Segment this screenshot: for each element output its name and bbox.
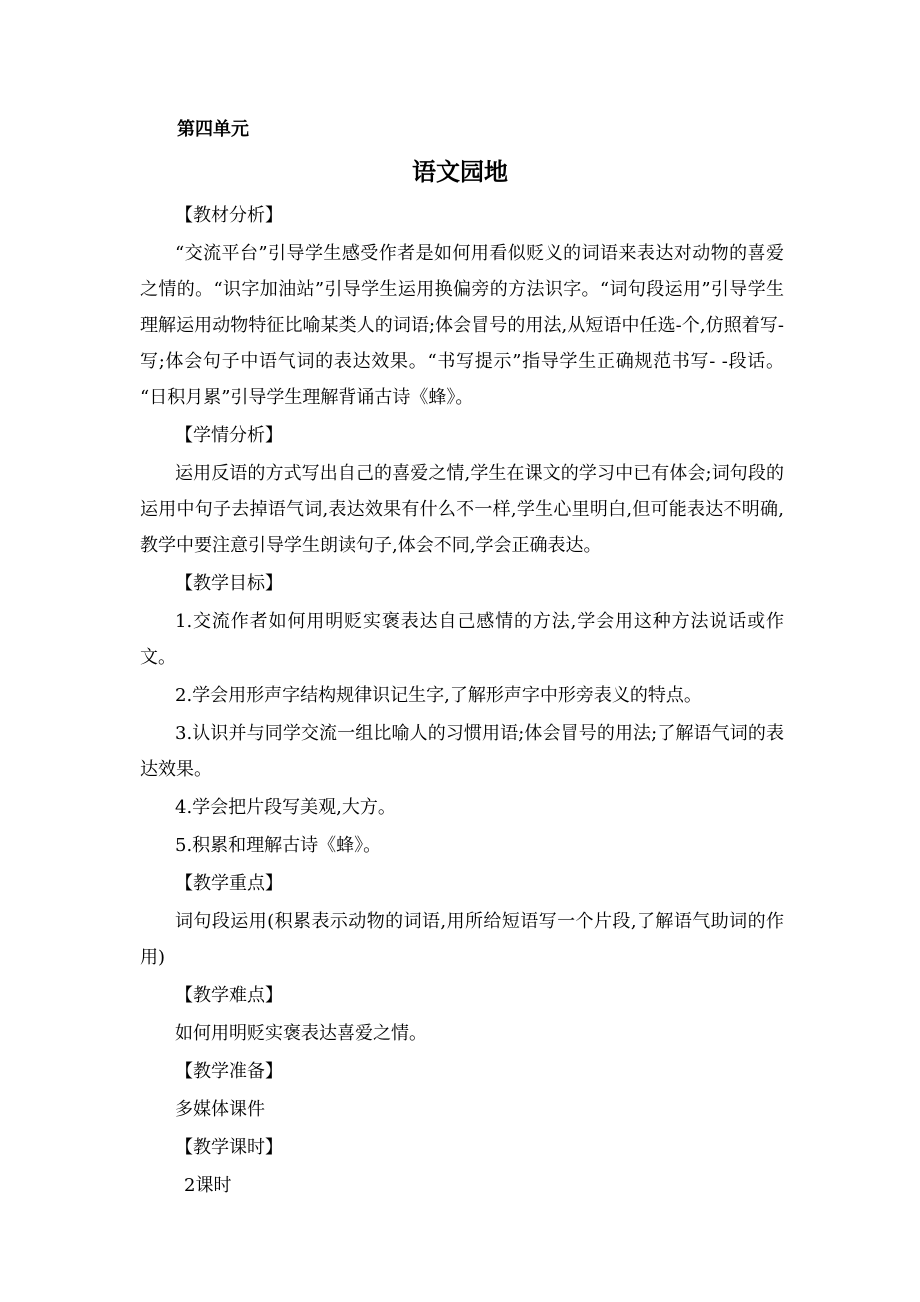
preparation-heading: 【教学准备】 — [175, 1061, 283, 1082]
difficult-points-heading: 【教学难点】 — [175, 985, 283, 1006]
teaching-goal-item: 3.认识并与同学交流一组比喻人的习惯用语;体会冒号的用法;了解语气词的表达效果。 — [140, 723, 784, 780]
student-analysis-paragraph: 运用反语的方式写出自己的喜爱之情,学生在课文的学习中已有体会;词句段的运用中句子去掉语气词,表达效果有什么不一样,学生心里明白,但可能表达不明确,教学中要注意引导学生朗读句子,体会不同,学会正确表达。 — [140, 463, 784, 556]
teaching-goal-item: 4.学会把片段写美观,大方。 — [175, 797, 396, 818]
difficult-points-paragraph: 如何用明贬实褒表达喜爱之情。 — [175, 1023, 427, 1044]
class-hours-heading: 【教学课时】 — [175, 1137, 283, 1158]
document-body — [140, 198, 784, 1206]
class-hours-paragraph: 2课时 — [184, 1175, 232, 1196]
preparation-paragraph: 多媒体课件 — [175, 1099, 265, 1120]
key-points-heading: 【教学重点】 — [175, 873, 283, 894]
student-analysis-heading: 【学情分析】 — [175, 425, 283, 446]
textbook-analysis-heading: 【教材分析】 — [175, 205, 283, 226]
teaching-goal-item: 1.交流作者如何用明贬实褒表达自己感情的方法,学会用这种方法说话或作文。 — [140, 611, 784, 668]
teaching-goal-item: 5.积累和理解古诗《蜂》。 — [175, 835, 382, 856]
textbook-analysis-paragraph: “交流平台”引导学生感受作者是如何用看似贬义的词语来表达对动物的喜爱之情的。“识字加油站”引导学生运用换偏旁的方法识字。“词句段运用”引导学生理解运用动物特征比喻某类人的词语;体会冒号的用法,从短语中任选-个,仿照着写-写;体会句子中语气词的表达效果。“书写提示”指导学生正确规范书写- -段话。 “日积月累”引导学生理解背诵古诗《蜂》。 — [140, 243, 784, 408]
key-points-paragraph: 词句段运用(积累表示动物的词语,用所给短语写一个片段,了解语气助词的作用) — [140, 911, 784, 968]
teaching-goals-heading: 【教学目标】 — [175, 573, 283, 594]
page-title: 语文园地 — [412, 158, 508, 186]
teaching-goal-item: 2.学会用形声字结构规律识记生字,了解形声字中形旁表义的特点。 — [175, 685, 702, 706]
unit-label: 第四单元 — [177, 119, 249, 140]
